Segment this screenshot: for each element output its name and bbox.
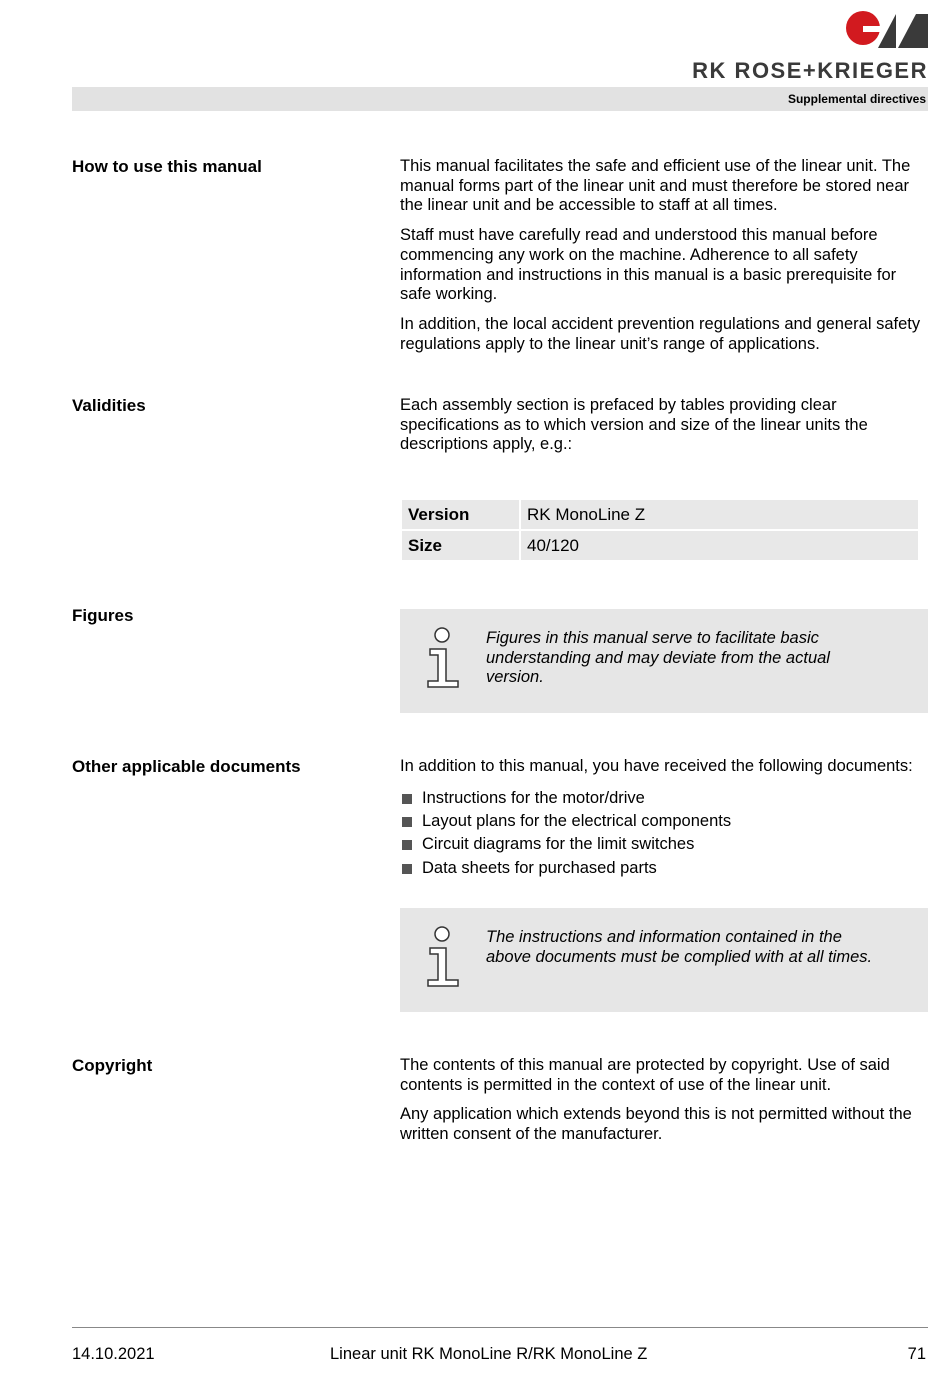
paragraph: Any application which extends beyond this is not permitted without the written consent of the manufacturer.	[400, 1105, 912, 1144]
list-item-text: Circuit diagrams for the limit switches	[422, 835, 695, 854]
note-box-documents	[400, 908, 928, 1012]
how-to-use-body	[400, 157, 928, 364]
heading-figures: Figures	[72, 606, 134, 625]
brand-logo	[678, 8, 928, 83]
table-value: RK MonoLine Z	[521, 500, 918, 529]
validity-table	[400, 498, 920, 562]
table-row	[402, 500, 918, 529]
other-documents-body	[400, 757, 928, 880]
heading-validities: Validities	[72, 396, 146, 415]
footer-title: Linear unit RK MonoLine R/RK MonoLine Z	[330, 1345, 648, 1363]
paragraph: In addition to this manual, you have received the following documents:	[400, 757, 913, 775]
logo-mark-icon	[846, 8, 928, 48]
paragraph: In addition, the local accident prevention regulations and general safety regulations apply to the linear unit’s range of applications.	[400, 314, 921, 353]
paragraph: The contents of this manual are protected by copyright. Use of said contents is permitted in the context of use of the linear unit.	[400, 1056, 890, 1094]
list-item	[400, 857, 928, 880]
footer-date: 14.10.2021	[72, 1345, 155, 1363]
heading-how-to-use: How to use this manual	[72, 157, 262, 176]
list-item	[400, 833, 928, 856]
note-box-figures	[400, 609, 928, 713]
list-item	[400, 810, 928, 833]
table-key: Version	[402, 500, 519, 529]
square-bullet-icon	[402, 794, 412, 804]
list-item	[400, 787, 928, 810]
info-icon	[424, 926, 460, 988]
heading-copyright: Copyright	[72, 1056, 153, 1075]
square-bullet-icon	[402, 817, 412, 827]
note-text: Figures in this manual serve to facilitate basic understanding and may deviate from the actual version.	[486, 629, 830, 687]
table-value: 40/120	[521, 531, 918, 560]
info-icon	[424, 627, 460, 689]
header-bar	[72, 87, 928, 111]
validities-body	[400, 396, 928, 465]
table-row	[402, 531, 918, 560]
square-bullet-icon	[402, 840, 412, 850]
section-label: Supplemental directives	[787, 92, 926, 106]
documents-list	[400, 787, 928, 880]
paragraph: Each assembly section is prefaced by tables providing clear specifications as to which version and size of the linear units the descriptions apply, e.g.:	[400, 396, 868, 454]
paragraph: Staff must have carefully read and understood this manual before commencing any work on the machine. Adherence to all safety information and instructions in this manual is a basic prerequisite for safe working.	[400, 226, 897, 304]
page-number: 71	[907, 1345, 926, 1363]
list-item-text: Layout plans for the electrical components	[422, 812, 732, 830]
footer-divider	[72, 1327, 928, 1328]
logo-text: RK ROSE+KRIEGER	[692, 58, 928, 83]
copyright-body	[400, 1056, 928, 1155]
table-key: Size	[402, 531, 519, 560]
paragraph: This manual facilitates the safe and efficient use of the linear unit. The manual forms part of the linear unit and must therefore be stored near the linear unit and be accessible to staff at all times.	[400, 157, 911, 215]
list-item-text: Data sheets for purchased parts	[422, 858, 657, 877]
heading-other-documents: Other applicable documents	[72, 757, 301, 776]
list-item-text: Instructions for the motor/drive	[422, 788, 645, 807]
note-text: The instructions and information contained in the above documents must be complied with at all times.	[486, 928, 873, 966]
square-bullet-icon	[402, 864, 412, 874]
